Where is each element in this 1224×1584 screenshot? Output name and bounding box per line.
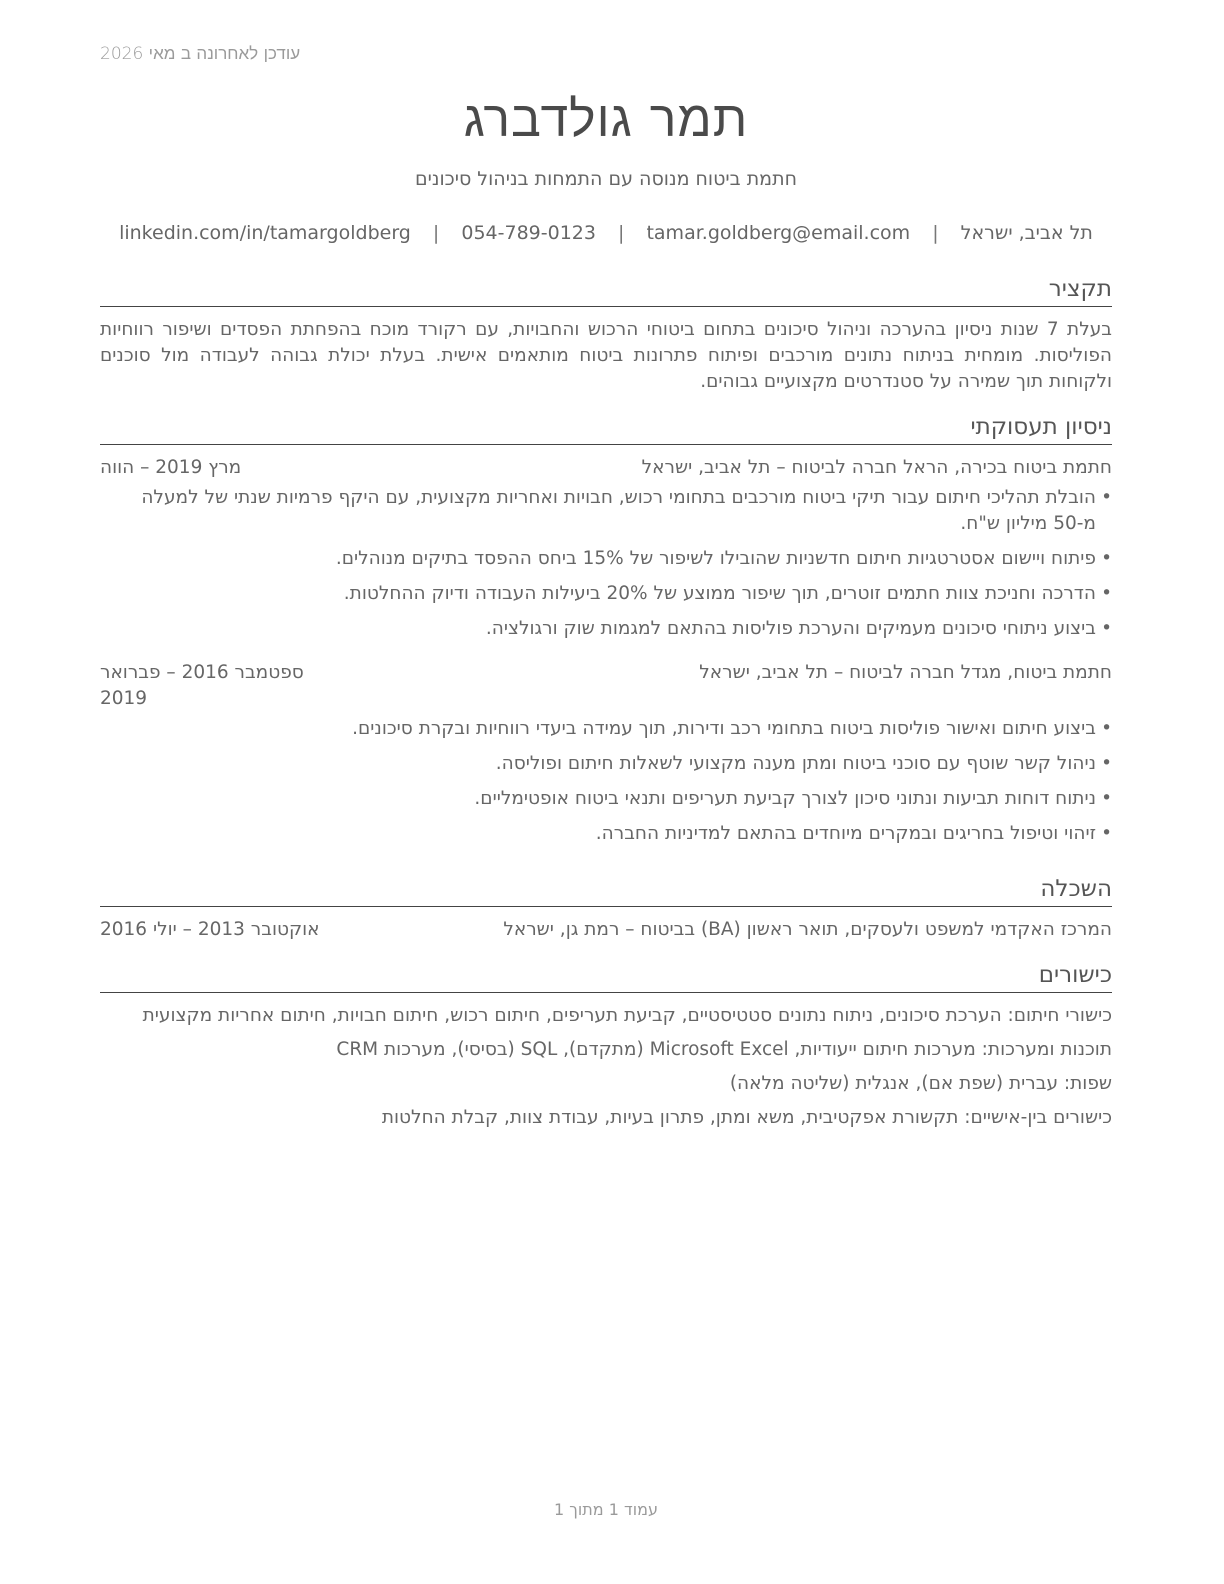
- skills-line: כישורים בין-אישיים: תקשורת אפקטיבית, משא ומתן, פתרון בעיות, עבודת צוות, קבלת החלטות: [381, 1107, 1112, 1128]
- bullet-icon: •: [1101, 548, 1112, 569]
- contact-line: [100, 222, 1112, 244]
- education-dates: אוקטובר 2013 – יולי 2016: [100, 919, 320, 940]
- skills-line: שפות: עברית (שפת אם), אנגלית (שליטה מלאה): [729, 1073, 1112, 1094]
- education-entry: [100, 917, 1112, 943]
- job-entry: [100, 455, 1112, 642]
- job-bullets: [100, 716, 1112, 847]
- contact-separator: |: [618, 222, 625, 244]
- job-dates: מרץ 2019 – הווה: [100, 457, 242, 478]
- bullet-icon: •: [1101, 487, 1112, 508]
- education-section: [100, 874, 1112, 943]
- list-item: [100, 485, 1112, 537]
- summary-heading: תקציר: [100, 274, 1112, 307]
- bullet-icon: •: [1101, 788, 1112, 809]
- skills-heading: כישורים: [100, 960, 1112, 993]
- bullet-icon: •: [1101, 618, 1112, 639]
- job-bullets: [100, 485, 1112, 642]
- candidate-name: תמר גולדברג: [463, 90, 749, 148]
- bullet-text: ניתוח דוחות תביעות ונתוני סיכון לצורך קביעת תעריפים ותנאי ביטוח אופטימליים.: [474, 788, 1096, 809]
- contact-separator: |: [432, 222, 440, 244]
- list-item: [100, 546, 1112, 572]
- bullet-icon: •: [1101, 753, 1112, 774]
- bullet-text: הובלת תהליכי חיתום עבור תיקי ביטוח מורכבים בתחומי רכוש, חבויות ואחריות מקצועית, עם היקף פרמיות שנתי של למעלה מ-50 מיליון ש"ח.: [141, 487, 1096, 534]
- job-title: חתמת ביטוח בכירה, הראל חברה לביטוח – תל אביב, ישראל: [641, 457, 1112, 478]
- job-header: [100, 660, 1112, 712]
- skills-section: [100, 960, 1112, 1139]
- contact-phone[interactable]: 054-789-0123: [461, 222, 596, 244]
- bullet-text: הדרכה וחניכת צוות חתמים זוטרים, תוך שיפור ממוצע של 20% ביעילות העבודה ודיוק ההחלטות.: [343, 583, 1096, 604]
- job-dates: ספטמבר 2016 – פברואר 2019: [100, 662, 304, 709]
- list-item: [100, 616, 1112, 642]
- resume-page: [100, 0, 1112, 1584]
- summary-section: [100, 274, 1112, 395]
- list-item: [100, 786, 1112, 812]
- bullet-text: פיתוח ויישום אסטרטגיות חיתום חדשניות שהובילו לשיפור של 15% ביחס ההפסד בתיקים מנוהלים.: [335, 548, 1096, 569]
- education-title: המרכז האקדמי למשפט ולעסקים, תואר ראשון (BA) בביטוח – רמת גן, ישראל: [503, 919, 1112, 940]
- bullet-text: זיהוי וטיפול בחריגים ובמקרים מיוחדים בהתאם למדיניות החברה.: [595, 823, 1096, 844]
- last-updated-note: עודכן לאחרונה ב מאי 2026: [100, 44, 301, 64]
- bullet-icon: •: [1101, 583, 1112, 604]
- list-item: [100, 751, 1112, 777]
- candidate-title: חתמת ביטוח מנוסה עם התמחות בניהול סיכונים: [415, 168, 797, 190]
- skills-line: תוכנות ומערכות: מערכות חיתום ייעודיות, Microsoft Excel (מתקדם), SQL (בסיסי), מערכות CRM: [336, 1039, 1112, 1060]
- list-item: [100, 716, 1112, 742]
- experience-heading: ניסיון תעסוקתי: [100, 412, 1112, 445]
- job-header: [100, 455, 1112, 481]
- job-entry: [100, 660, 1112, 847]
- experience-section: [100, 412, 1112, 856]
- bullet-icon: •: [1101, 718, 1112, 739]
- contact-separator: |: [932, 222, 939, 244]
- list-item: [100, 821, 1112, 847]
- education-heading: השכלה: [100, 874, 1112, 907]
- page-number: עמוד 1 מתוך 1: [554, 1500, 658, 1519]
- contact-linkedin[interactable]: linkedin.com/in/tamargoldberg: [119, 222, 411, 244]
- skills-line: כישורי חיתום: הערכת סיכונים, ניתוח נתונים סטטיסטיים, קביעת תעריפים, חיתום רכוש, חיתום חבויות, חיתום אחריות מקצועית: [142, 1005, 1112, 1026]
- job-title: חתמת ביטוח, מגדל חברה לביטוח – תל אביב, ישראל: [699, 662, 1112, 683]
- summary-text: בעלת 7 שנות ניסיון בהערכה וניהול סיכונים בתחום ביטוחי הרכוש והחבויות, עם רקורד מוכח בהפחתת הפסדים ושיפור רווחיות הפוליסות. מומחית בניתוח נתונים מורכבים ופיתוח פתרונות ביטוח מותאמים אישית. בעלת יכולת גבוהה לעבודה מול סוכנים ולקוחות תוך שמירה על סטנדרטים מקצועיים גבוהים.: [100, 319, 1112, 392]
- bullet-text: ביצוע ניתוחי סיכונים מעמיקים והערכת פוליסות בהתאם למגמות שוק ורגולציה.: [485, 618, 1096, 639]
- list-item: [100, 581, 1112, 607]
- contact-email[interactable]: tamar.goldberg@email.com: [646, 222, 911, 244]
- bullet-text: ביצוע חיתום ואישור פוליסות ביטוח בתחומי רכב ודירות, תוך עמידה ביעדי רווחיות ובקרת סיכונים.: [352, 718, 1096, 739]
- contact-location: תל אביב, ישראל: [960, 222, 1093, 244]
- bullet-icon: •: [1101, 823, 1112, 844]
- bullet-text: ניהול קשר שוטף עם סוכני ביטוח ומתן מענה מקצועי לשאלות חיתום ופוליסה.: [495, 753, 1096, 774]
